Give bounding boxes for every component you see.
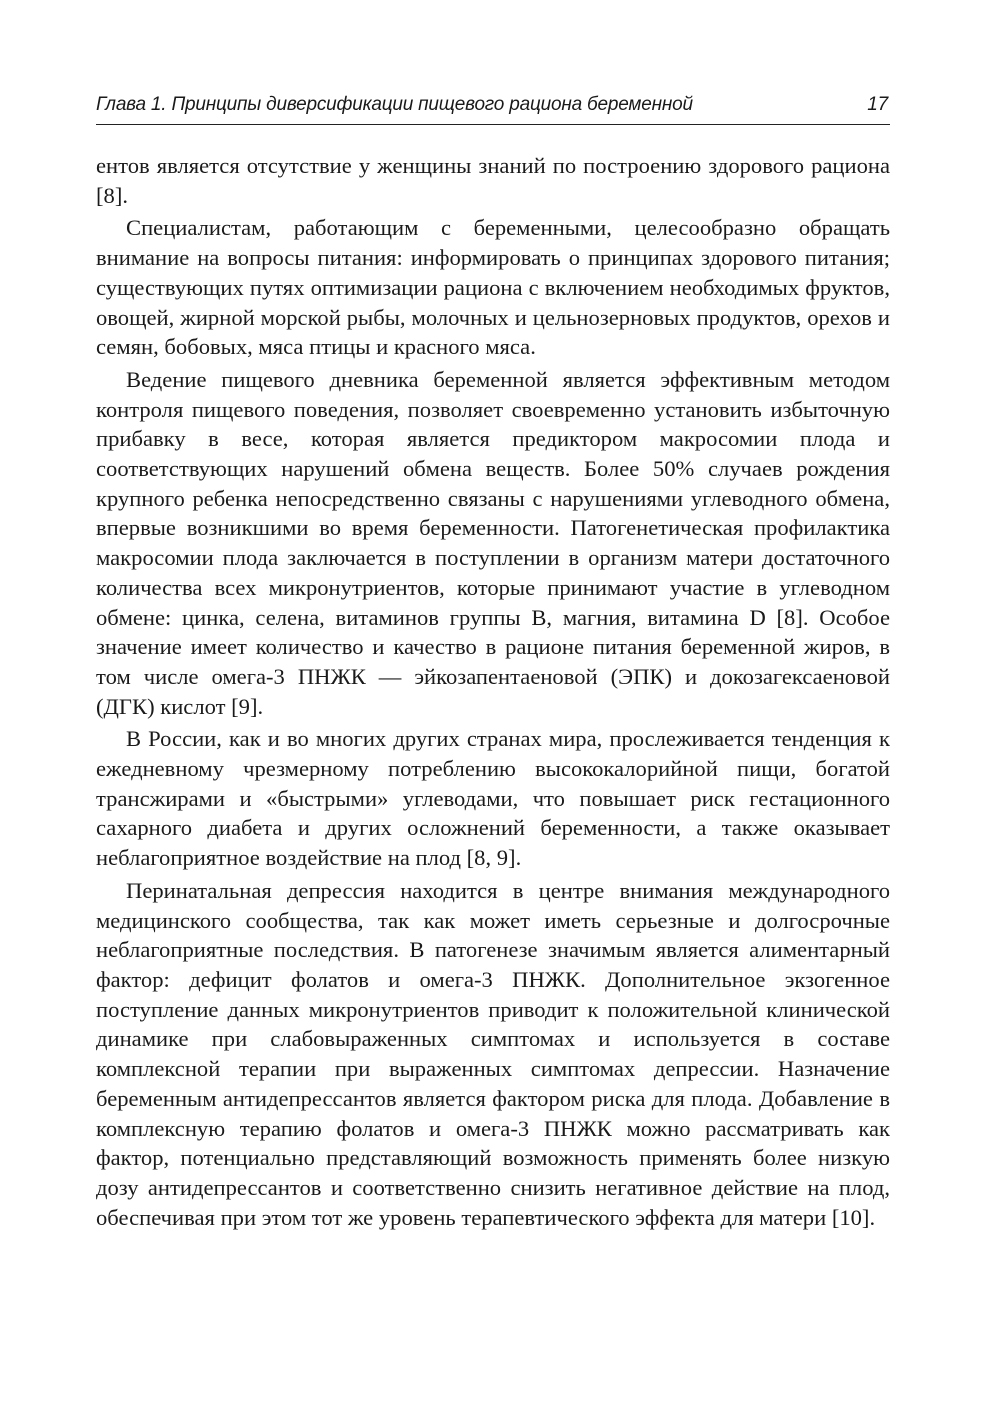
paragraph-continued: ентов является отсутствие у женщины знаний по построению здорового рациона [8]. <box>96 153 890 208</box>
running-header <box>96 92 890 125</box>
paragraph: В России, как и во многих других странах мира, прослеживается тенденция к ежедневному чрезмерному потреблению высококалорийной пищи, богатой трансжирами и «быстрыми» углеводами, что повышает риск гестационного сахарного диабета и других осложнений беременности, а также оказывает неблагоприятное воздействие на плод [8, 9]. <box>96 726 890 871</box>
running-title: Глава 1. Принципы диверсификации пищевого рациона беременной <box>96 94 693 115</box>
paragraph: Специалистам, работающим с беременными, целесообразно обращать внимание на вопросы питания: информировать о принципах здорового питания; существующих путях оптимизации рациона с включением необходимых фруктов, овощей, жирной морской рыбы, молочных и цельнозерновых продуктов, орехов и семян, бобовых, мяса птицы и красного мяса. <box>96 215 890 360</box>
paragraph: Перинатальная депрессия находится в центре внимания международного медицинского сообщества, так как может иметь серьезные и долгосрочные неблагоприятные последствия. В патогенезе значимым является алиментарный фактор: дефицит фолатов и омега-3 ПНЖК. Дополнительное экзогенное поступление данных микронутриентов приводит к положительной клинической динамике при слабовыраженных симптомах и используется в составе комплексной терапии при выраженных симптомах депрессии. Назначение беременным антидепрессантов является фактором риска для плода. Добавление в комплексную терапию фолатов и омега-3 ПНЖК можно рассматривать как фактор, потенциально представляющий возможность применять более низкую дозу антидепрессантов и соответственно снизить негативное действие на плод, обеспечивая при этом тот же уровень терапевтического эффекта для матери [10]. <box>96 877 890 1230</box>
body-text <box>96 151 890 1235</box>
page-number: 17 <box>867 94 888 115</box>
paragraph: Ведение пищевого дневника беременной является эффективным методом контроля пищевого поведения, позволяет своевременно установить избыточную прибавку в весе, которая является предиктором макросомии плода и соответствующих нарушений обмена веществ. Более 50% случаев рождения крупного ребенка непосредственно связаны с нарушениями углеводного обмена, впервые возникшими во время беременности. Патогенетическая профилактика макросомии плода заключается в поступлении в организм матери достаточного количества всех микронутриентов, которые принимают участие в углеводном обмене: цинка, селена, витаминов группы B, магния, витамина D [8]. Особое значение имеет количество и качество в рационе питания беременной жиров, в том числе омега-3 ПНЖК — эйкозапентаеновой (ЭПК) и докозагексаеновой (ДГК) кислот [9]. <box>96 366 890 719</box>
